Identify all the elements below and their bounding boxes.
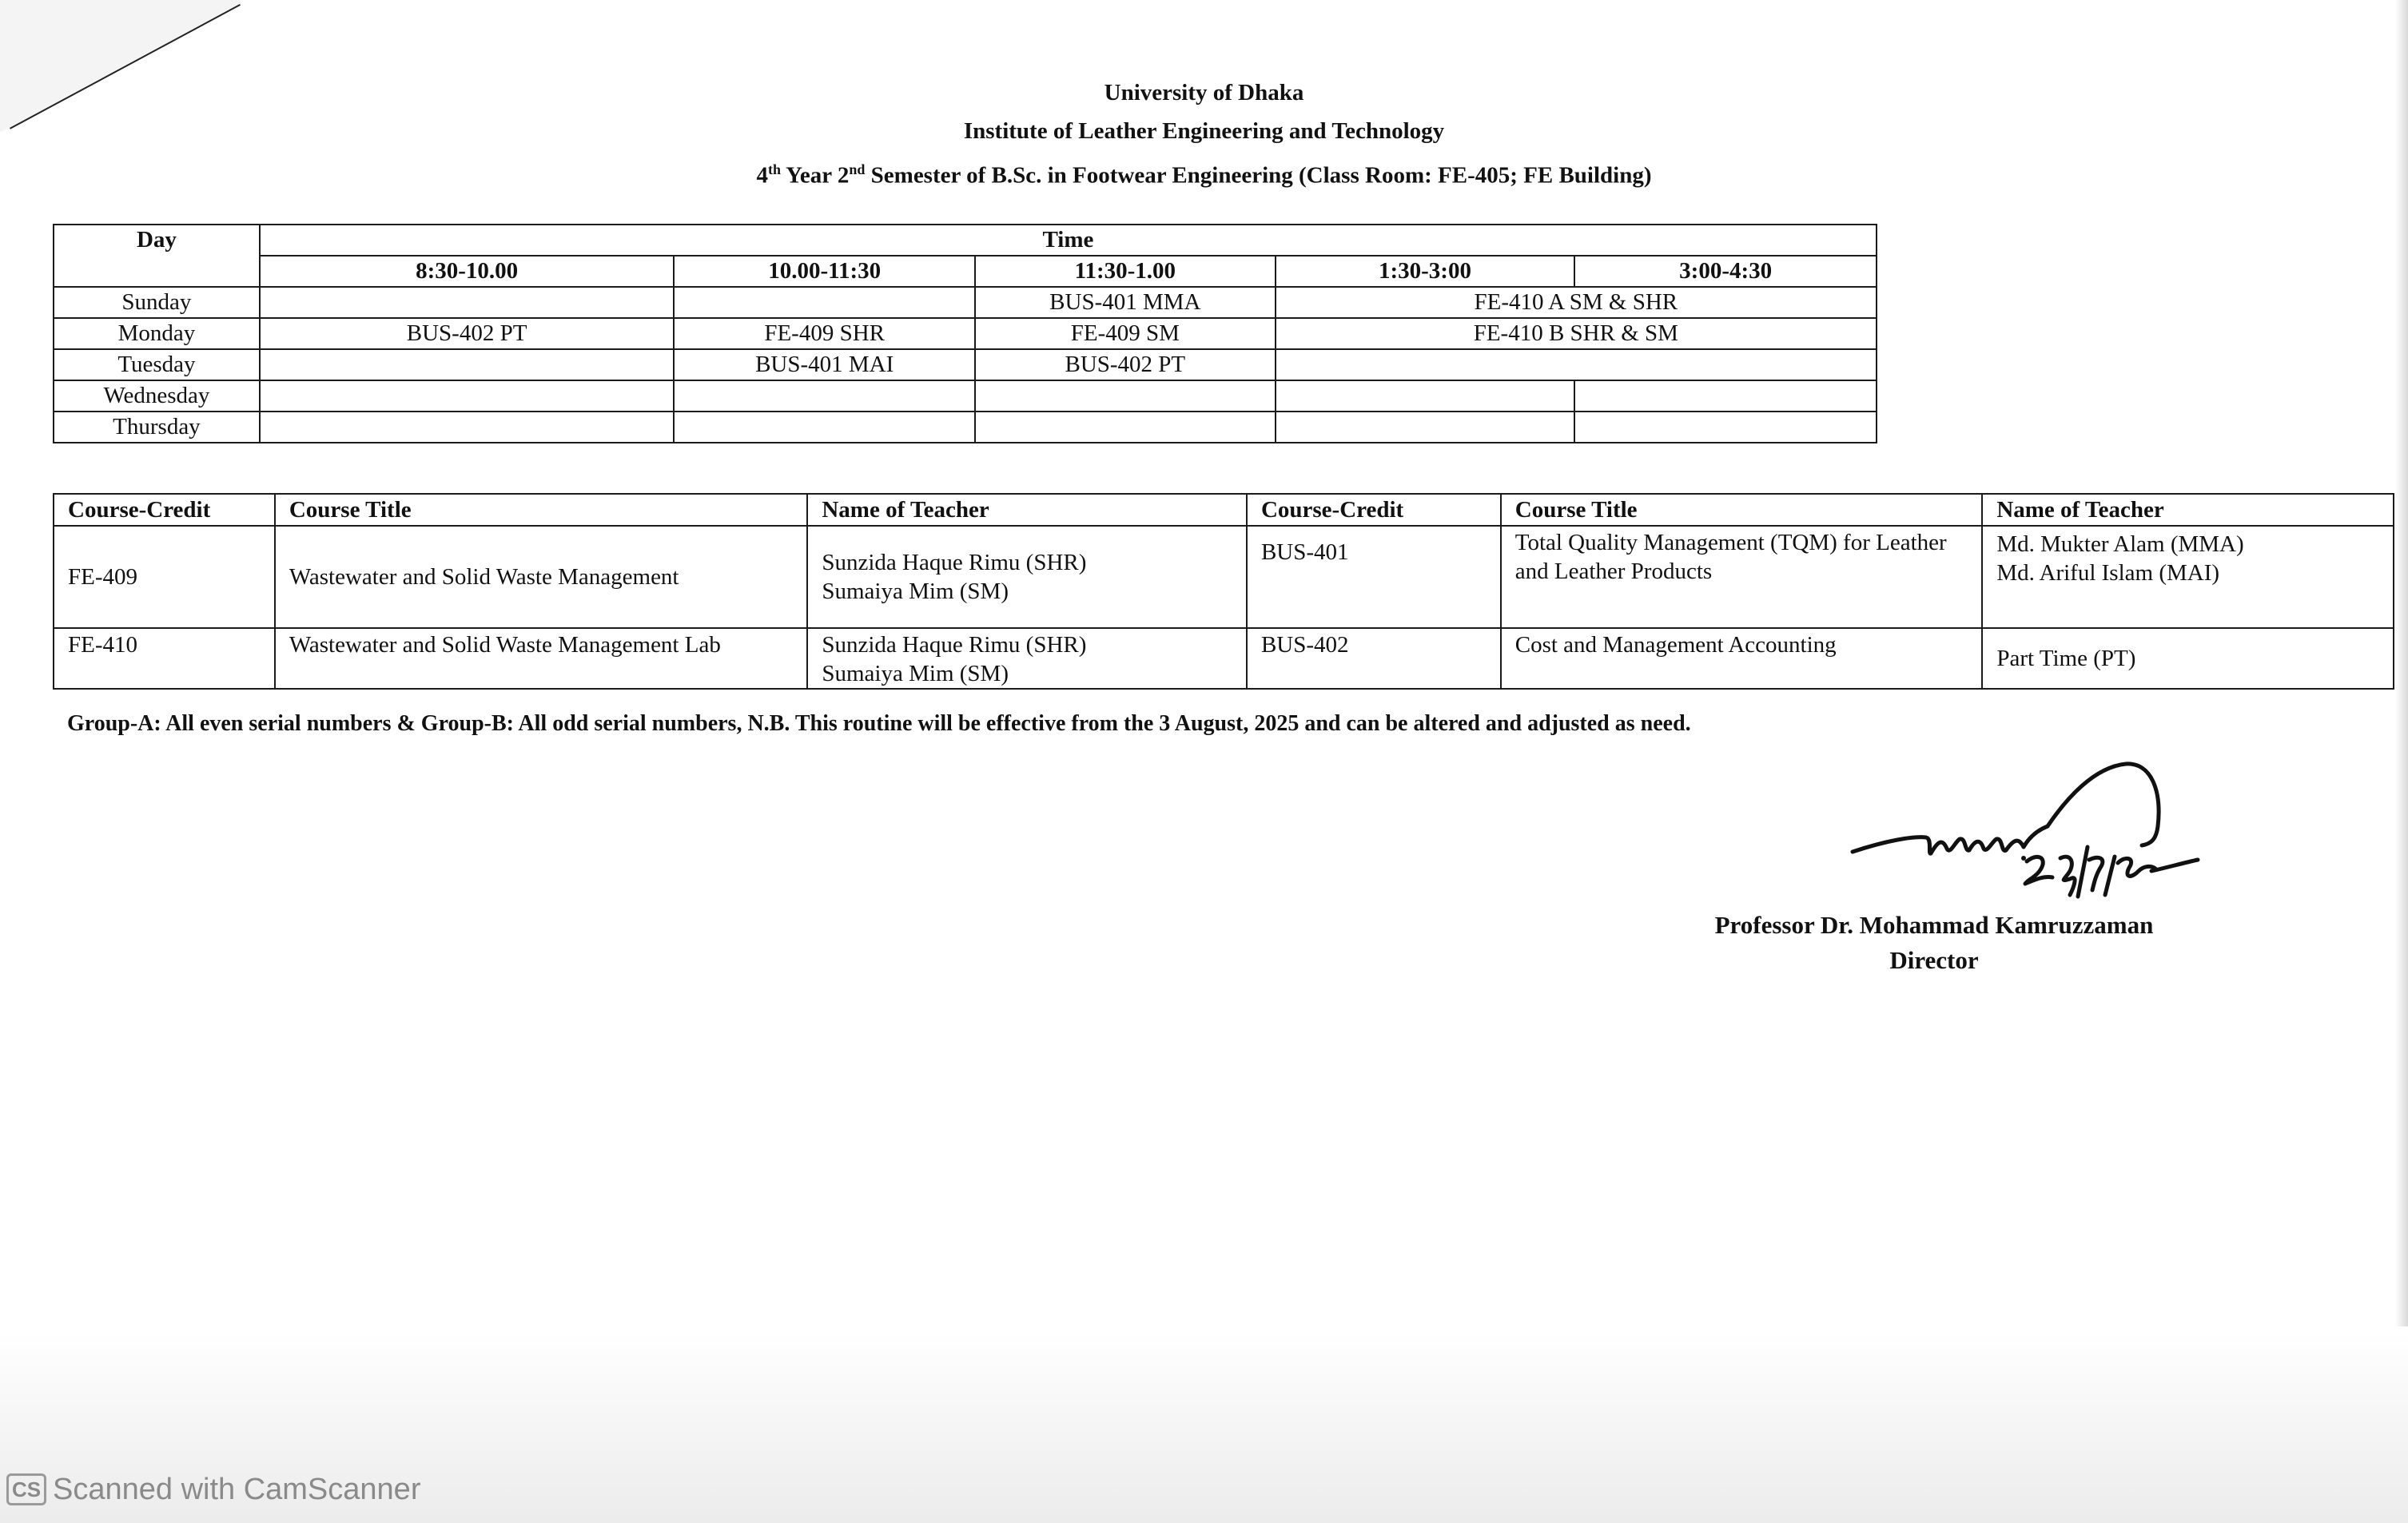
schedule-header-row bbox=[54, 225, 1877, 256]
day-cell: Sunday bbox=[54, 287, 260, 318]
course-title: Cost and Management Accounting bbox=[1501, 628, 1983, 689]
course-code: BUS-402 bbox=[1247, 628, 1501, 689]
schedule-cell bbox=[1276, 349, 1877, 380]
time-slot-header: 8:30-10.00 bbox=[260, 256, 674, 287]
course-header-row bbox=[54, 494, 2394, 526]
schedule-row-monday bbox=[54, 318, 1877, 349]
schedule-cell bbox=[1276, 412, 1575, 443]
schedule-cell: BUS-401 MAI bbox=[674, 349, 975, 380]
group-note: Group-A: All even serial numbers & Group-B: All odd serial numbers, N.B. This routine will be effective from the 3 August, 2025 and can be altered and adjusted as need. bbox=[67, 711, 1691, 736]
day-cell: Monday bbox=[54, 318, 260, 349]
semester-suffix: nd bbox=[849, 161, 866, 177]
course-teachers bbox=[807, 526, 1247, 628]
time-column-header: Time bbox=[260, 225, 1877, 256]
course-row bbox=[54, 526, 2394, 628]
teacher-name-header: Name of Teacher bbox=[1982, 494, 2394, 526]
course-credit-header: Course-Credit bbox=[54, 494, 275, 526]
teacher-name: Part Time (PT) bbox=[1982, 628, 2394, 689]
schedule-cell bbox=[975, 380, 1276, 412]
schedule-cell bbox=[1574, 412, 1877, 443]
schedule-cell bbox=[674, 287, 975, 318]
day-cell: Thursday bbox=[54, 412, 260, 443]
signatory-title: Director bbox=[1889, 946, 1979, 974]
teacher-name: Sunzida Haque Rimu (SHR) bbox=[822, 632, 1087, 658]
schedule-cell: FE-409 SHR bbox=[674, 318, 975, 349]
time-slot-header: 3:00-4:30 bbox=[1574, 256, 1877, 287]
watermark-text: Scanned with CamScanner bbox=[53, 1472, 421, 1506]
course-code: BUS-401 bbox=[1247, 526, 1501, 628]
course-teachers bbox=[1982, 526, 2394, 628]
course-title-header: Course Title bbox=[1501, 494, 1983, 526]
course-title: Wastewater and Solid Waste Management Lab bbox=[275, 628, 808, 689]
schedule-row-wednesday bbox=[54, 380, 1877, 412]
teacher-name: Md. Ariful Islam (MAI) bbox=[1996, 560, 2220, 586]
schedule-cell bbox=[975, 412, 1276, 443]
schedule-cell bbox=[674, 412, 975, 443]
course-title-line: Total Quality Management (TQM) for Leather bbox=[1514, 530, 1947, 555]
signatory-block bbox=[1638, 908, 2230, 978]
class-schedule-table bbox=[53, 224, 1877, 443]
program-description: Semester of B.Sc. in Footwear Engineering (Class Room: FE-405; FE Building) bbox=[865, 162, 1652, 189]
teacher-name: Md. Mukter Alam (MMA) bbox=[1996, 531, 2244, 557]
teacher-name: Sunzida Haque Rimu (SHR) bbox=[822, 550, 1087, 575]
camscanner-watermark bbox=[6, 1472, 420, 1507]
schedule-cell: FE-410 A SM & SHR bbox=[1276, 287, 1877, 318]
schedule-cell: BUS-401 MMA bbox=[975, 287, 1276, 318]
signature-date-text: 29/7/25 bbox=[1838, 759, 1841, 760]
year-number: 4 bbox=[756, 162, 768, 189]
scan-edge-shadow bbox=[2395, 0, 2408, 1326]
course-title bbox=[1501, 526, 1983, 628]
camscanner-logo-icon: CS bbox=[6, 1473, 46, 1505]
program-line bbox=[0, 150, 2408, 195]
university-name: University of Dhaka bbox=[1104, 80, 1304, 105]
course-code: FE-410 bbox=[54, 628, 275, 689]
time-slot-header: 10.00-11:30 bbox=[674, 256, 975, 287]
course-credit-header: Course-Credit bbox=[1247, 494, 1501, 526]
course-code: FE-409 bbox=[54, 526, 275, 628]
schedule-cell bbox=[260, 287, 674, 318]
schedule-cell bbox=[1574, 380, 1877, 412]
document-header bbox=[0, 74, 2408, 195]
schedule-cell: FE-410 B SHR & SM bbox=[1276, 318, 1877, 349]
course-title-line: and Leather Products bbox=[1514, 559, 1713, 584]
signatory-name: Professor Dr. Mohammad Kamruzzaman bbox=[1714, 911, 2154, 939]
semester-number: 2 bbox=[837, 162, 850, 189]
course-title-header: Course Title bbox=[275, 494, 808, 526]
day-column-header: Day bbox=[54, 225, 260, 287]
schedule-cell bbox=[260, 380, 674, 412]
schedule-row-thursday bbox=[54, 412, 1877, 443]
teacher-name: Sumaiya Mim (SM) bbox=[822, 661, 1009, 686]
time-slot-row bbox=[54, 256, 1877, 287]
day-cell: Wednesday bbox=[54, 380, 260, 412]
course-teacher-table bbox=[53, 493, 2394, 690]
institute-name: Institute of Leather Engineering and Technology bbox=[963, 118, 1445, 144]
course-title: Wastewater and Solid Waste Management bbox=[275, 526, 808, 628]
schedule-row-sunday bbox=[54, 287, 1877, 318]
teacher-name: Sumaiya Mim (SM) bbox=[822, 579, 1009, 604]
schedule-cell bbox=[260, 412, 674, 443]
handwritten-signature bbox=[1838, 759, 2270, 903]
year-suffix: th bbox=[767, 161, 781, 177]
year-word: Year bbox=[781, 162, 838, 189]
schedule-cell bbox=[260, 349, 674, 380]
schedule-cell: BUS-402 PT bbox=[260, 318, 674, 349]
schedule-cell: BUS-402 PT bbox=[975, 349, 1276, 380]
schedule-cell bbox=[1276, 380, 1575, 412]
course-teachers bbox=[807, 628, 1247, 689]
day-cell: Tuesday bbox=[54, 349, 260, 380]
schedule-cell: FE-409 SM bbox=[975, 318, 1276, 349]
schedule-cell bbox=[674, 380, 975, 412]
teacher-name-header: Name of Teacher bbox=[807, 494, 1247, 526]
schedule-row-tuesday bbox=[54, 349, 1877, 380]
course-row bbox=[54, 628, 2394, 689]
time-slot-header: 11:30-1.00 bbox=[975, 256, 1276, 287]
time-slot-header: 1:30-3:00 bbox=[1276, 256, 1575, 287]
